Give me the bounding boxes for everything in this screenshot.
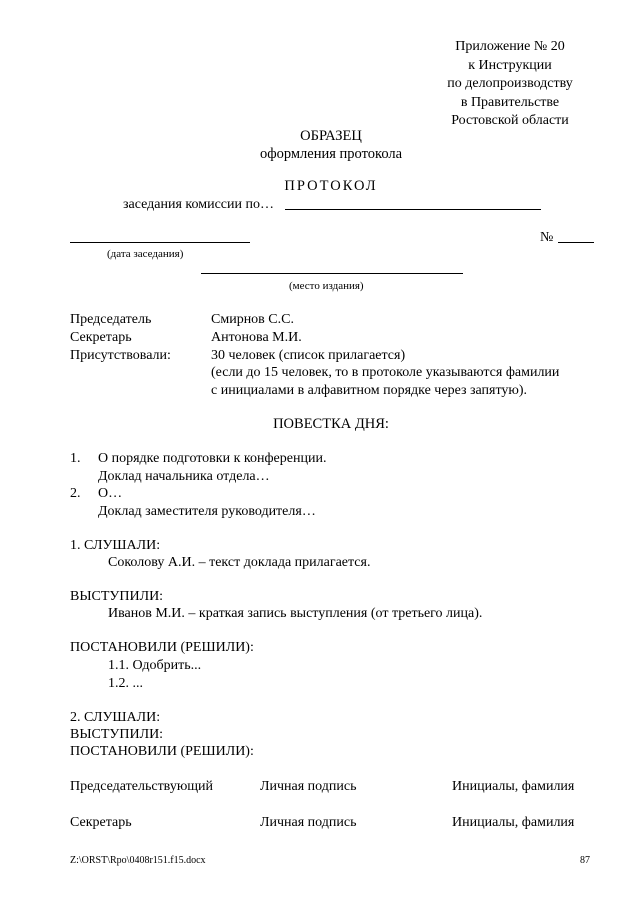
spoke-label: ВЫСТУПИЛИ: [70, 727, 164, 742]
present-note: (если до 15 человек, то в протоколе указываются фамилии [211, 365, 560, 380]
signature-name: Инициалы, фамилия [452, 815, 575, 830]
appendix-line: к Инструкции [468, 57, 552, 73]
protocol-title: ПРОТОКОЛ [284, 178, 378, 194]
signature-name: Инициалы, фамилия [452, 779, 575, 794]
present-note: с инициалами в алфавитном порядке через запятую). [211, 383, 528, 398]
appendix-note [400, 38, 620, 131]
agenda-item-number: 1. [70, 451, 81, 466]
number-line [558, 242, 594, 243]
date-line [70, 242, 250, 243]
spoke-label: ВЫСТУПИЛИ: [70, 589, 164, 604]
signature-sign: Личная подпись [260, 779, 357, 794]
agenda-item-sub: Доклад заместителя руководителя… [98, 504, 316, 519]
agenda-item-text: О… [98, 486, 123, 501]
heard-label: 1. СЛУШАЛИ: [70, 538, 161, 553]
appendix-line: в Правительстве [460, 94, 560, 110]
present-label: Присутствовали: [70, 348, 171, 363]
signature-role: Председательствующий [70, 779, 214, 794]
agenda-item-sub: Доклад начальника отдела… [98, 469, 270, 484]
decided-label: ПОСТАНОВИЛИ (РЕШИЛИ): [70, 744, 254, 759]
present-value: 30 человек (список прилагается) [211, 348, 406, 363]
secretary-value: Антонова М.И. [211, 330, 302, 345]
agenda-title: ПОВЕСТКА ДНЯ: [273, 416, 389, 432]
agenda-item-text: О порядке подготовки к конференции. [98, 451, 327, 466]
footer-page-number: 87 [580, 855, 590, 866]
signature-sign: Личная подпись [260, 815, 357, 830]
chair-label: Председатель [70, 312, 152, 327]
place-line [201, 273, 463, 274]
agenda-item-number: 2. [70, 486, 81, 501]
footer-file-path: Z:\ORST\Rpo\0408r151.f15.docx [70, 855, 206, 866]
date-caption: (дата заседания) [107, 248, 184, 260]
signature-role: Секретарь [70, 815, 132, 830]
number-label: № [540, 230, 554, 245]
meeting-topic-line [285, 209, 541, 210]
secretary-label: Секретарь [70, 330, 132, 345]
appendix-line: Приложение № 20 [455, 39, 565, 54]
decided-label: ПОСТАНОВИЛИ (РЕШИЛИ): [70, 640, 254, 655]
appendix-line: по делопроизводству [447, 76, 573, 91]
spoke-text: Иванов М.И. – краткая запись выступления (от третьего лица). [108, 606, 483, 621]
sample-title: ОБРАЗЕЦ [300, 128, 362, 144]
place-caption: (место издания) [289, 280, 364, 292]
decided-item: 1.1. Одобрить... [108, 658, 202, 673]
appendix-line: Ростовской области [451, 113, 569, 128]
chair-value: Смирнов С.С. [211, 312, 294, 327]
heard-text: Соколову А.И. – текст доклада прилагается. [108, 555, 371, 570]
heard-label: 2. СЛУШАЛИ: [70, 710, 161, 725]
decided-item: 1.2. ... [108, 676, 143, 691]
meeting-prefix: заседания комиссии по… [123, 197, 274, 212]
sample-subtitle: оформления протокола [259, 146, 403, 162]
